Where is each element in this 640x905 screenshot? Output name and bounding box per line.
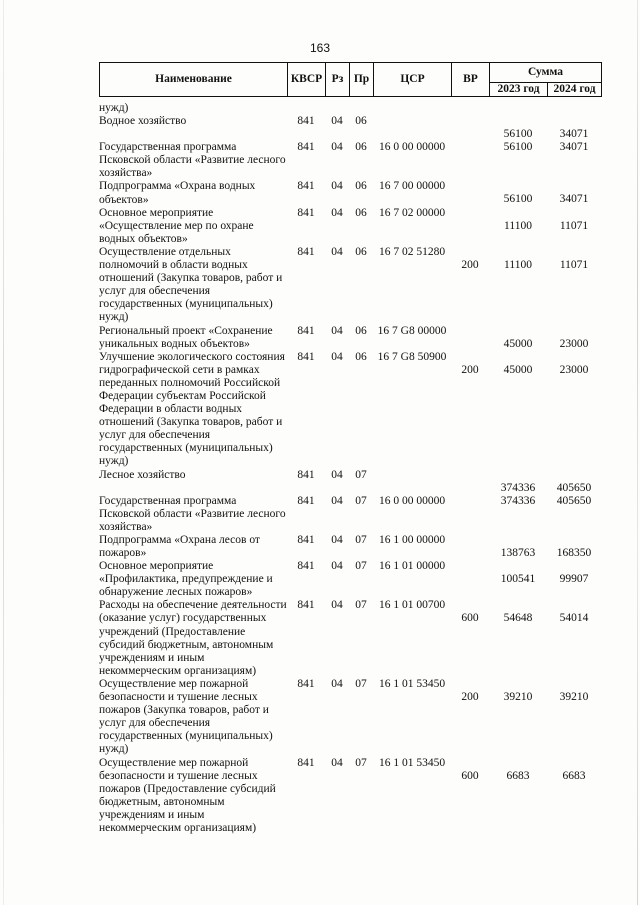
row-pr: 06 [355,115,367,128]
row-sum-2024: 39210 [559,690,589,703]
table-row [0,757,640,836]
row-csr: 16 7 00 00000 [378,180,446,193]
row-name: Подпрограмма «Охрана лесов от пожаров» [99,533,260,559]
row-kvsr: 841 [297,180,315,193]
table-row [0,115,640,141]
row-sum-2023: 6683 [506,769,530,782]
row-rz: 04 [331,245,343,258]
row-name: Региональный проект «Сохранение уникальных водных объектов» [99,324,273,350]
row-name: Улучшение экологического состояния гидрографической сети в рамках переданных полномочий Российской Федерации субъектам Российской Федерации в области водных отношений (Закупка товаров, работ и услуг для обеспечения государственных (муниципальных) нужд) [99,350,285,468]
page-number: 163 [309,41,331,55]
row-sum-2024: 405650 [556,494,592,507]
header-vr: ВР [452,63,490,97]
row-pr: 07 [355,599,367,612]
table-row [0,102,640,115]
table-row [0,246,640,325]
row-rz: 04 [331,494,343,507]
row-rz: 04 [331,115,343,128]
row-sum-2023: 374336 [500,494,536,507]
row-vr: 600 [461,769,479,782]
row-sum-2024: 34071 [559,141,589,154]
row-rz: 04 [331,533,343,546]
row-kvsr: 841 [297,245,315,258]
row-vr: 600 [461,612,479,625]
row-kvsr: 841 [297,206,315,219]
row-kvsr: 841 [297,115,315,128]
row-kvsr: 841 [297,599,315,612]
row-pr: 06 [355,324,367,337]
row-pr: 06 [355,180,367,193]
table-row [0,560,640,599]
row-name: Осуществление мер пожарной безопасности и тушение лесных пожаров (Закупка товаров, работ и услуг для обеспечения государственных (муниципальных) нужд) [99,677,273,756]
row-name: Осуществление мер пожарной безопасности и тушение лесных пожаров (Предоставление субсидий бюджетным, автономным учреждениям и иным некоммерческим организациям) [99,756,276,834]
row-sum-2023: 56100 [503,128,533,141]
table-row [0,469,640,495]
row-sum-2023: 45000 [503,363,533,376]
table-row [0,207,640,246]
row-sum-2024: 168350 [556,546,592,559]
row-pr: 06 [355,350,367,363]
table-row [0,325,640,351]
row-vr: 200 [461,258,479,271]
row-rz: 04 [331,180,343,193]
row-kvsr: 841 [297,141,315,154]
row-sum-2023: 374336 [500,481,536,494]
row-sum-2023: 39210 [503,690,533,703]
row-sum-2024: 405650 [556,481,592,494]
row-csr: 16 7 02 51280 [378,245,446,258]
row-name: нужд) [99,102,129,114]
row-sum-2023: 45000 [503,337,533,350]
row-name: Подпрограмма «Охрана водных объектов» [99,180,256,206]
row-vr [451,560,489,573]
row-csr: 16 0 00 00000 [378,141,446,154]
row-pr: 06 [355,141,367,154]
row-sum-2024: 34071 [559,128,589,141]
row-vr [451,207,489,220]
row-name: Государственная программа Псковской области «Развитие лесного хозяйства» [99,494,286,533]
table-row [0,678,640,757]
row-csr: 16 1 01 53450 [378,756,446,769]
row-kvsr: 841 [297,756,315,769]
row-sum-2023: 56100 [503,193,533,206]
row-kvsr: 841 [297,468,315,481]
row-vr [451,534,489,547]
row-sum-2023: 54648 [503,612,533,625]
row-pr: 07 [355,494,367,507]
row-pr: 07 [355,756,367,769]
row-pr: 06 [355,245,367,258]
row-pr: 07 [355,677,367,690]
row-rz: 04 [331,756,343,769]
row-csr: 16 1 01 00000 [378,560,446,573]
table-row [0,351,640,469]
row-pr: 07 [355,560,367,573]
row-sum-2024: 23000 [559,337,589,350]
table-row [0,599,640,678]
row-csr: 16 1 00 00000 [378,533,446,546]
row-sum-2024: 99907 [559,573,589,586]
header-year-2023: 2023 год [490,83,548,97]
row-sum-2024: 54014 [559,612,589,625]
row-csr: 16 7 G8 50900 [377,350,447,363]
row-sum-2023: 11100 [504,258,532,271]
row-name: Основное мероприятие «Профилактика, предупреждение и обнаружение лесных пожаров» [99,560,273,599]
row-csr: 16 1 01 53450 [378,677,446,690]
row-vr: 200 [461,690,479,703]
table-row [0,534,640,560]
row-rz: 04 [331,141,343,154]
table-row [0,495,640,534]
row-sum-2023: 100541 [500,573,536,586]
row-rz: 04 [331,350,343,363]
row-name: Государственная программа Псковской области «Развитие лесного хозяйства» [99,141,286,180]
row-kvsr: 841 [297,324,315,337]
row-csr: 16 7 02 00000 [378,206,446,219]
table-row [0,141,640,180]
header-sum: Сумма [490,63,602,83]
row-name: Лесное хозяйство [99,468,186,481]
row-kvsr: 841 [297,560,315,573]
row-sum-2023: 11100 [504,219,532,232]
row-sum-2024: 11071 [559,219,589,232]
row-vr [451,325,489,338]
row-rz: 04 [331,599,343,612]
row-pr: 06 [355,206,367,219]
row-csr: 16 1 01 00700 [378,599,446,612]
row-vr [451,469,489,482]
table-row [0,180,640,206]
header-year-2024: 2024 год [548,83,602,97]
row-rz: 04 [331,324,343,337]
row-pr: 07 [355,468,367,481]
header-csr: ЦСР [374,63,452,97]
row-sum-2024: 34071 [559,193,589,206]
row-kvsr: 841 [297,677,315,690]
row-vr [451,180,489,193]
header-kvsr: КВСР [288,63,326,97]
row-sum-2023: 138763 [500,546,536,559]
row-vr: 200 [461,363,479,376]
table-header [99,62,602,97]
row-pr: 07 [355,533,367,546]
row-name: Водное хозяйство [99,115,187,128]
row-vr [451,115,489,128]
row-name: Расходы на обеспечение деятельности (оказание услуг) государственных учреждений (Предоставление субсидий бюджетным, автономным учреждениям и иным некоммерческим организациям) [99,599,287,677]
row-rz: 04 [331,560,343,573]
row-csr: 16 0 00 00000 [378,494,446,507]
row-sum-2023: 56100 [503,141,533,154]
header-rz: Рз [326,63,350,97]
table-body [0,102,640,835]
row-rz: 04 [331,468,343,481]
row-name: Осуществление отдельных полномочий в области водных отношений (Закупка товаров, работ и услуг для обеспечения государственных (муниципальных) нужд) [99,245,283,324]
row-name: Основное мероприятие «Осуществление мер по охране водных объектов» [99,206,254,245]
row-sum-2024: 11071 [559,258,589,271]
row-kvsr: 841 [297,533,315,546]
row-kvsr: 841 [297,494,315,507]
header-name: Наименование [100,63,288,97]
row-kvsr: 841 [297,350,315,363]
row-rz: 04 [331,677,343,690]
row-sum-2024: 23000 [559,363,589,376]
row-sum-2024: 6683 [562,769,586,782]
row-csr: 16 7 G8 00000 [377,324,447,337]
row-rz: 04 [331,206,343,219]
header-pr: Пр [350,63,374,97]
